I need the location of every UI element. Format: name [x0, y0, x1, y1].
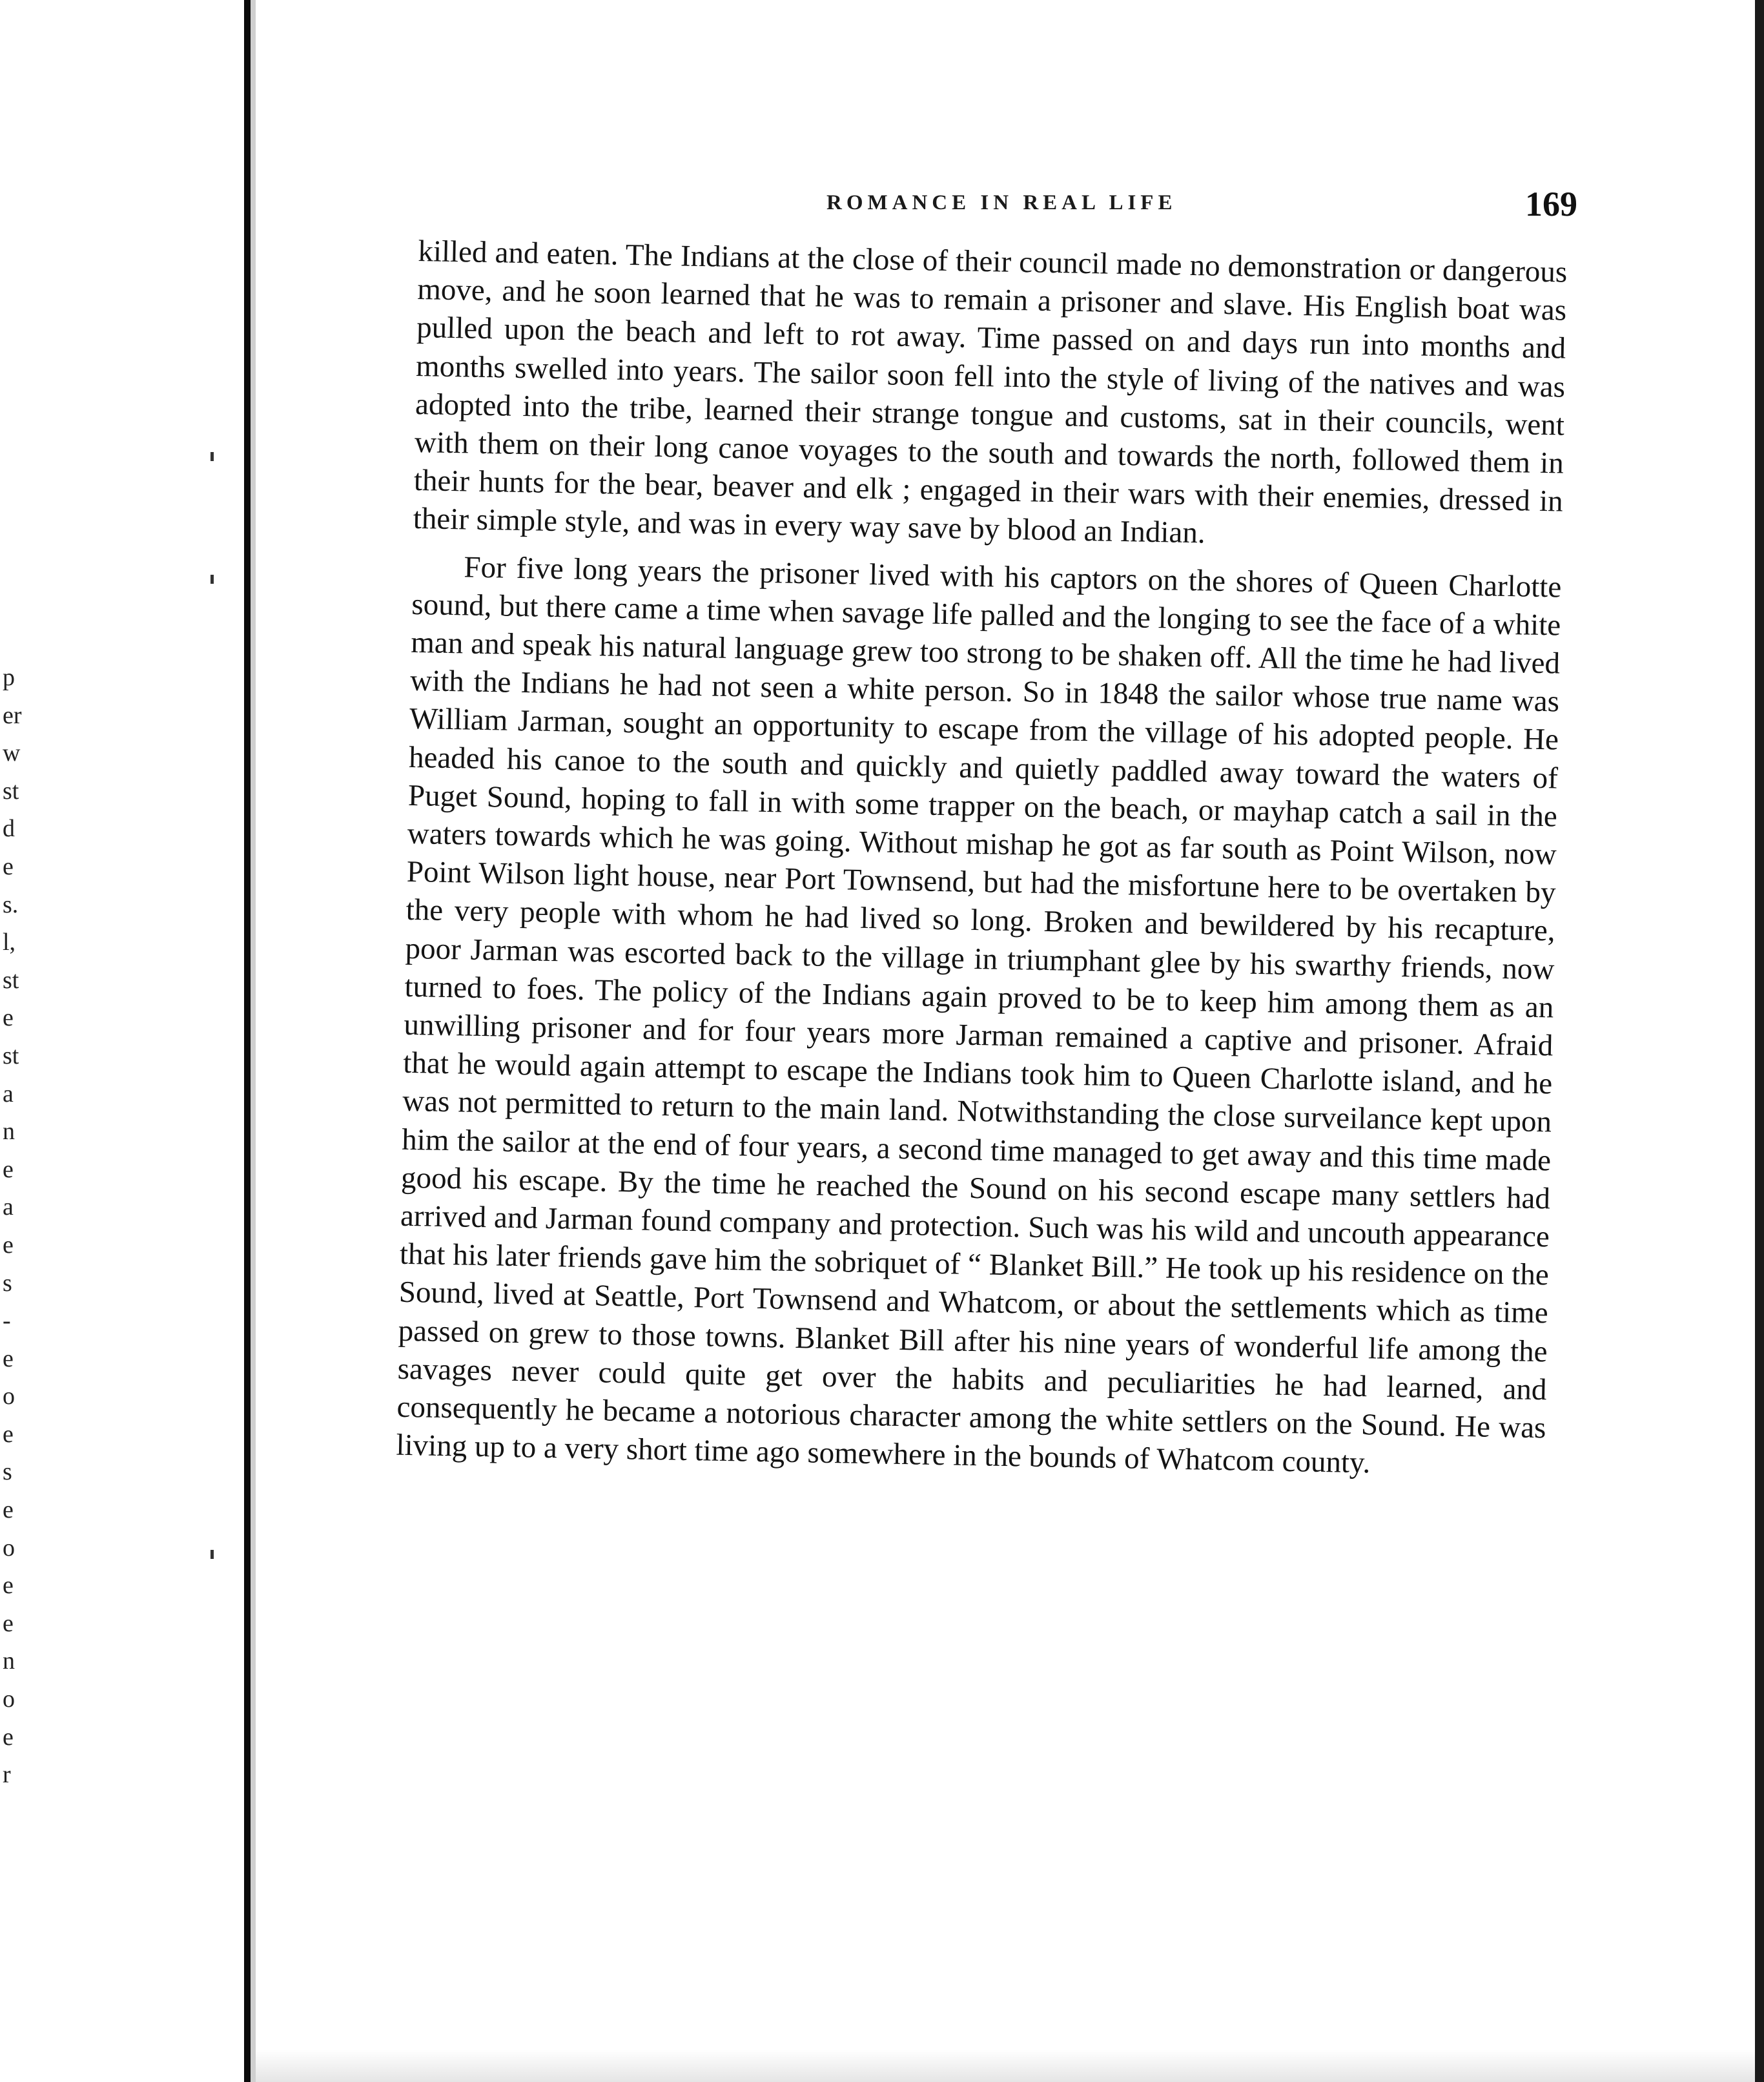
- body-text: [396, 232, 1568, 1486]
- page-number: 169: [1525, 185, 1577, 223]
- facing-page-fragment: e: [3, 1723, 14, 1751]
- facing-page-fragment: s.: [3, 891, 19, 918]
- running-head: ROMANCE IN REAL LIFE: [826, 191, 1177, 214]
- facing-page-fragment: e: [3, 1004, 14, 1032]
- book-gutter: [244, 0, 251, 2082]
- facing-page-fragments: [0, 659, 26, 1794]
- facing-page-fragment: l,: [3, 929, 16, 956]
- facing-page-fragment: n: [3, 1118, 15, 1146]
- facing-page-fragment: o: [3, 1383, 15, 1410]
- facing-page-fragment: a: [3, 1193, 14, 1221]
- facing-page-fragment: o: [3, 1534, 15, 1562]
- facing-page-fragment: e: [3, 852, 14, 880]
- facing-page-edge: [0, 0, 242, 2082]
- facing-page-fragment: p: [3, 664, 15, 691]
- facing-page-fragment: e: [3, 1345, 14, 1372]
- facing-page-fragment: e: [3, 1155, 14, 1183]
- facing-page-fragment: e: [3, 1609, 14, 1637]
- paragraph-1: killed and eaten. The Indians at the close of their council made no demonstration or dangerous move, and he soon learned that he was to remain a prisoner and slave. His English boat was pulled upon the beach and left to rot away. Time passed on and days run into months and months swelled into years. The sailor soon fell into the style of living of the natives and was adopted into the tribe, learned their strange tongue and customs, sat in their councils, went with them on their long canoe voyages to the south and towards the north, followed them in their hunts for the bear, beaver and elk ; engaged in their wars with their enemies, dressed in their simple style, and was in every way save by blood an Indian.: [413, 234, 1568, 550]
- facing-page-fragment: e: [3, 1572, 14, 1600]
- page-bottom-shadow: [256, 2050, 1755, 2082]
- paragraph-2: For five long years the prisoner lived with his captors on the shores of Queen Charlotte sound, but there came a time when savage life palled and the longing to see the face of a white man and speak his natural language grew too strong to be shaken off. All the time he had lived with the Indians he had not seen a white person. So in 1848 the sailor whose true name was William Jarman, sought an opportunity to escape from the village of his adopted people. He headed his canoe to the south and quickly and quietly paddled away toward the waters of Puget Sound, hoping to fall in with some trapper on the beach, or mayhap catch a sail in the waters towards which he was going. Without mishap he got as far south as Point Wilson, now Point Wilson light house, near Port Townsend, but had the misfortune here to be overtaken by the very people with whom he had lived so long. Broken and bewildered by his recapture, poor Jarman was escorted back to the village in triumphant glee by his swarthy friends, now turned to foes. The policy of the Indians again proved to be to keep him among them as an unwilling prisoner and for four years more Jarman remained a captive and prisoner. Afraid that he would again attempt to escape the Indians took him to Queen Charlotte island, and he was not permitted to return to the main land. Notwithstanding the close surveilance kept upon him the sailor at the end of four years, a second time managed to get away and this time made good his escape. By the time he reached the Sound on his second escape many settlers had arrived and Jarman found company and protection. Such was his wild and uncouth appearance that his later friends gave him the sobriquet of “ Blanket Bill.” He took up his residence on the Sound, lived at Seattle, Port Townsend and Whatcom, or about the settlements which as time passed on grew to those towns. Blanket Bill after his nine years of wonderful life among the savages never could quite get over the habits and peculiarities he had learned, and consequently he became a notorious character among the white settlers on the Sound. He was living up to a very short time ago somewhere in the bounds of Whatcom county.: [396, 550, 1562, 1480]
- gutter-shadow: [251, 0, 256, 2082]
- facing-page-fragment: s: [3, 1269, 12, 1297]
- facing-page-fragment: e: [3, 1231, 14, 1259]
- facing-page-fragment: r: [3, 1761, 11, 1789]
- facing-page-fragment: e: [3, 1496, 14, 1524]
- facing-page-fragment: st: [3, 777, 19, 805]
- facing-page-fragment: w: [3, 739, 21, 767]
- right-page-edge: [1755, 0, 1764, 2082]
- facing-page-fragment: e: [3, 1420, 14, 1448]
- facing-page-fragment: o: [3, 1685, 15, 1713]
- facing-page-fragment: s: [3, 1458, 12, 1486]
- facing-page-fragment: -: [3, 1307, 11, 1335]
- margin-specks: [210, 452, 223, 1679]
- facing-page-fragment: st: [3, 966, 19, 994]
- facing-page-fragment: n: [3, 1647, 15, 1675]
- facing-page-fragment: a: [3, 1080, 14, 1108]
- facing-page-fragment: st: [3, 1042, 19, 1069]
- facing-page-fragment: er: [3, 701, 22, 729]
- facing-page-fragment: d: [3, 815, 15, 843]
